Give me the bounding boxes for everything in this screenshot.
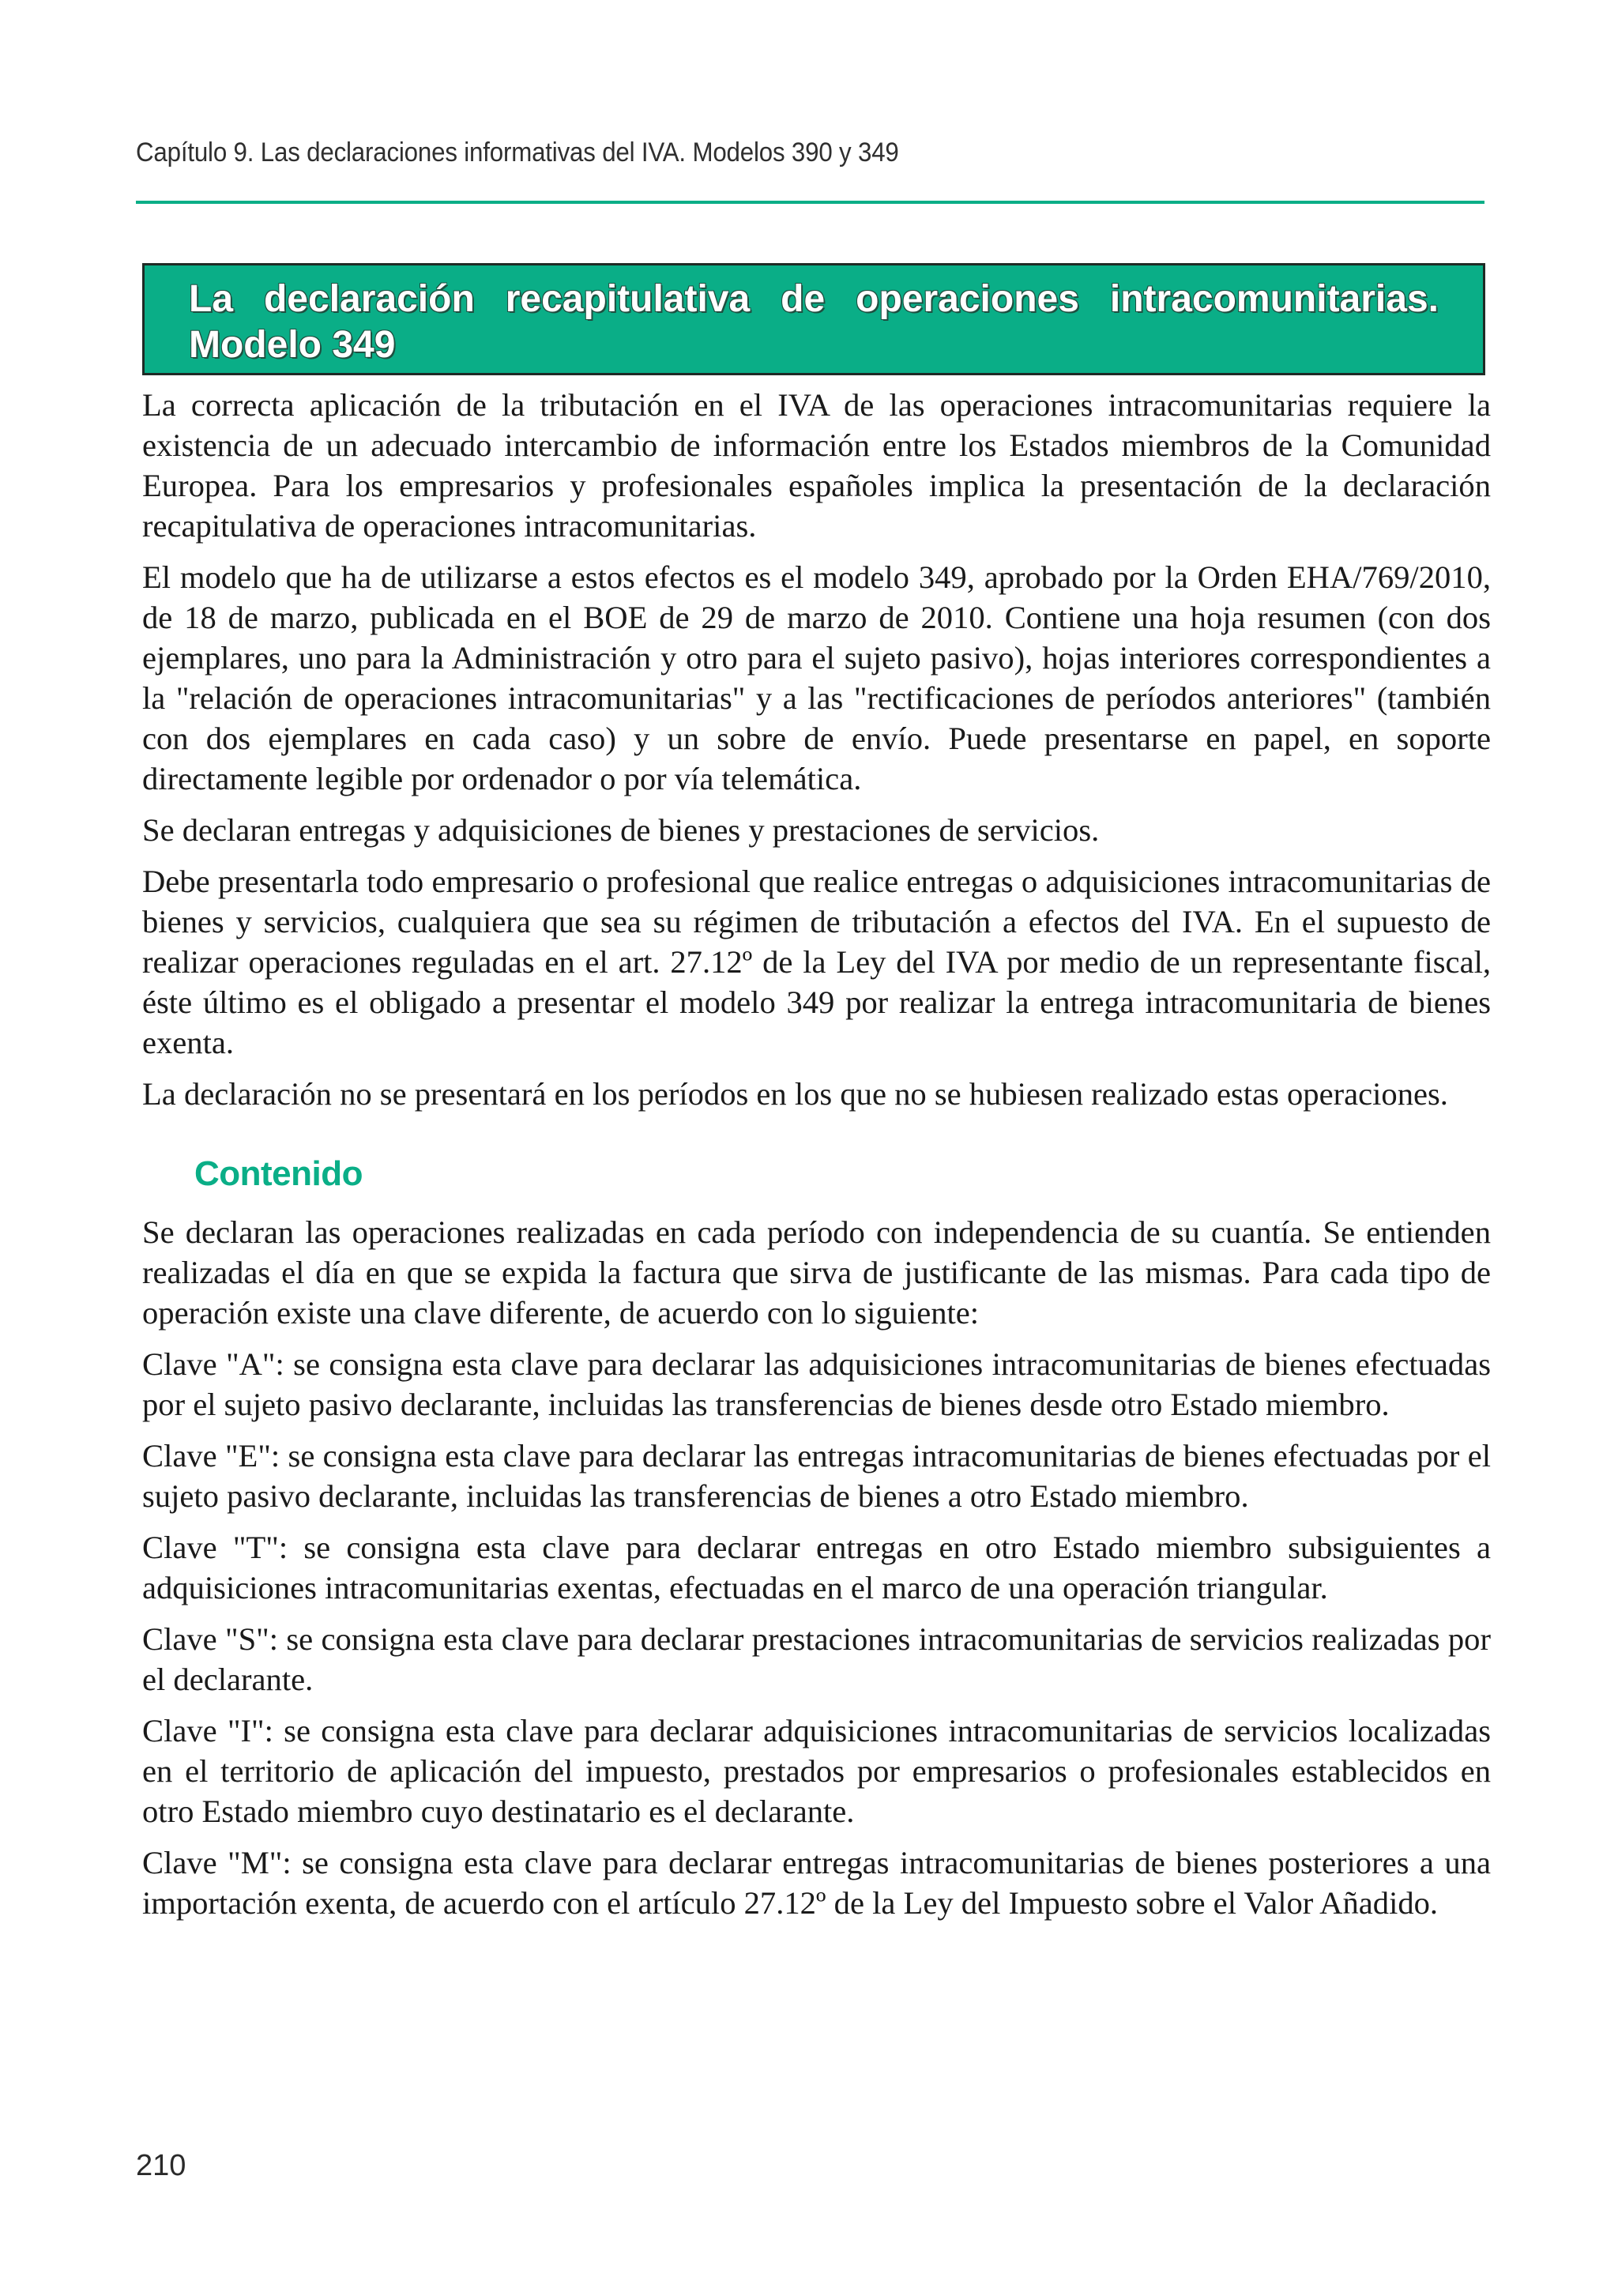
running-header: Capítulo 9. Las declaraciones informativas del IVA. Modelos 390 y 349 [136, 137, 899, 167]
paragraph-clave-t: Clave "T": se consigna esta clave para declarar entregas en otro Estado miembro subsiguientes a adquisiciones intracomunitarias exentas, efectuadas en el marco de una operación triangular. [142, 1530, 1491, 1605]
paragraph-intro-3: Se declaran entregas y adquisiciones de bienes y prestaciones de servicios. [142, 812, 1100, 848]
section-title: La declaración recapitulativa de operaciones intracomunitarias. Modelo 349 [189, 278, 1439, 366]
paragraph-content-1: Se declaran las operaciones realizadas en cada período con independencia de su cuantía. Se entienden realizadas el día en que se expida la factura que sirva de justificante de las mismas. Para cada tipo de operación existe una clave diferente, de acuerdo con lo siguiente: [142, 1214, 1491, 1331]
paragraph-clave-i: Clave "I": se consigna esta clave para declarar adquisiciones intracomunitarias de servicios localizadas en el territorio de aplicación del impuesto, prestados por empresarios o profesionales establecidos en otro Estado miembro cuyo destinatario es el declarante. [142, 1713, 1491, 1829]
paragraph-clave-a: Clave "A": se consigna esta clave para declarar las adquisiciones intracomunitarias de bienes efectuadas por el sujeto pasivo declarante, incluidas las transferencias de bienes desde otro Estado miembro. [142, 1346, 1491, 1422]
paragraph-clave-s: Clave "S": se consigna esta clave para declarar prestaciones intracomunitarias de servicios realizadas por el declarante. [142, 1621, 1491, 1697]
subsection-heading: Contenido [194, 1154, 363, 1193]
section-title-box [142, 263, 1485, 375]
paragraph-intro-5: La declaración no se presentará en los períodos en los que no se hubiesen realizado estas operaciones. [142, 1076, 1448, 1112]
paragraph-intro-1: La correcta aplicación de la tributación en el IVA de las operaciones intracomunitarias requiere la existencia de un adecuado intercambio de información entre los Estados miembros de la Comunidad Europea. Para los empresarios y profesionales españoles implica la presentación de la declaración recapitulativa de operaciones intracomunitarias. [142, 387, 1491, 544]
body-text [142, 385, 1491, 1934]
paragraph-clave-m: Clave "M": se consigna esta clave para declarar entregas intracomunitarias de bienes posteriores a una importación exenta, de acuerdo con el artículo 27.12º de la Ley del Impuesto sobre el Valor Añadido. [142, 1845, 1491, 1921]
paragraph-intro-4: Debe presentarla todo empresario o profesional que realice entregas o adquisiciones intracomunitarias de bienes y servicios, cualquiera que sea su régimen de tributación a efectos del IVA. En el supuesto de realizar operaciones reguladas en el art. 27.12º de la Ley del IVA por medio de un representante fiscal, éste último es el obligado a presentar el modelo 349 por realizar la entrega intracomunitaria de bienes exenta. [142, 864, 1491, 1060]
paragraph-clave-e: Clave "E": se consigna esta clave para declarar las entregas intracomunitarias de bienes efectuadas por el sujeto pasivo declarante, incluidas las transferencias de bienes a otro Estado miembro. [142, 1438, 1491, 1514]
page-number: 210 [136, 2149, 186, 2182]
header-rule [136, 201, 1484, 204]
paragraph-intro-2: El modelo que ha de utilizarse a estos efectos es el modelo 349, aprobado por la Orden EHA/769/2010, de 18 de marzo, publicada en el BOE de 29 de marzo de 2010. Contiene una hoja resumen (con dos ejemplares, uno para la Administración y otro para el sujeto pasivo), hojas interiores correspondientes a la "relación de operaciones intracomunitarias" y a las "rectificaciones de períodos anteriores" (también con dos ejemplares en cada caso) y un sobre de envío. Puede presentarse en papel, en soporte directamente legible por ordenador o por vía telemática. [142, 559, 1491, 796]
